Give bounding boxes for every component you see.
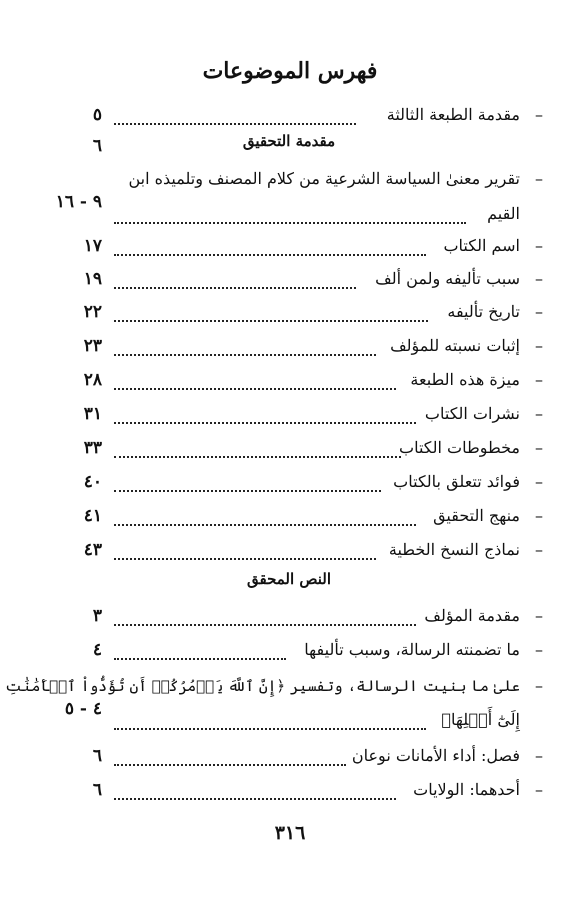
bullet-dash: –: [535, 370, 543, 389]
toc-entry-title: مخطوطات الكتاب: [399, 438, 520, 457]
bullet-dash: –: [535, 746, 543, 765]
toc-entry-title: مقدمة المؤلف: [424, 606, 520, 625]
bullet-dash: –: [535, 404, 543, 423]
toc-entry-title: ميزة هذه الطبعة: [410, 370, 520, 389]
toc-entry-page: ٢٨: [83, 370, 102, 390]
bullet-dash: –: [535, 780, 543, 799]
leader-dots: [114, 109, 356, 125]
toc-entry-page: ١٩: [83, 269, 102, 289]
bullet-dash: –: [535, 169, 543, 188]
leader-dots: [114, 208, 466, 224]
page-title: فهرس الموضوعات: [202, 58, 378, 84]
toc-entry-title: تقرير معنىٰ السياسة الشرعية من كلام المصنف وتلميذه ابن: [128, 169, 520, 188]
bullet-dash: –: [535, 105, 543, 124]
page-number: ٣١٦: [274, 822, 306, 844]
toc-entry-page: ٩ - ١٦: [55, 192, 102, 212]
toc-entry-page: ٢٢: [83, 302, 102, 322]
toc-entry-title: نشرات الكتاب: [424, 404, 520, 423]
bullet-dash: –: [535, 236, 543, 255]
toc-entry-title: منهج التحقيق: [433, 506, 520, 525]
leader-dots: [114, 784, 396, 800]
leader-dots: [114, 714, 426, 730]
bullet-dash: –: [535, 506, 543, 525]
toc-entry-page: ٤١: [83, 506, 102, 526]
bullet-dash: –: [535, 540, 543, 559]
toc-entry-page: ٤٣: [83, 540, 102, 560]
toc-entry-title: فوائد تتعلق بالكتاب: [393, 472, 520, 491]
toc-entry-title: علىٰ ما بنيت الرسالة، وتفسير ﴿إِنَّ ٱللَّهَ يَأۡمُرُكُمۡ أَن تُؤَدُّواْ ٱلۡأَمَٰنَٰتِ: [5, 677, 520, 695]
bullet-dash: –: [535, 606, 543, 625]
toc-entry-page: ٦: [92, 746, 102, 766]
toc-entry-page: ٣١: [83, 404, 102, 424]
bullet-dash: –: [535, 336, 543, 355]
toc-entry-title: نماذج النسخ الخطية: [388, 540, 520, 559]
leader-dots: [114, 510, 416, 526]
leader-dots: [114, 408, 416, 424]
toc-entry-title: تاريخ تأليفه: [447, 302, 520, 321]
leader-dots: [114, 273, 356, 289]
toc-entry-page: ٤ - ٥: [64, 699, 102, 719]
toc-entry-page: ٥: [92, 105, 102, 125]
leader-dots: [114, 644, 286, 660]
leader-dots: [114, 340, 376, 356]
toc-entry-title: فصل: أداء الأمانات نوعان: [351, 746, 520, 765]
toc-entry-page: ٦: [92, 136, 102, 156]
bullet-dash: –: [535, 676, 543, 695]
leader-dots: [114, 374, 396, 390]
bullet-dash: –: [535, 640, 543, 659]
leader-dots: [114, 442, 401, 458]
toc-entry-page: ٤: [92, 640, 102, 660]
toc-entry-page: ٣٣: [83, 438, 102, 458]
section-heading: مقدمة التحقيق: [242, 132, 336, 150]
toc-entry-title: أحدهما: الولايات: [413, 780, 520, 799]
toc-entry-page: ١٧: [83, 236, 102, 256]
bullet-dash: –: [535, 472, 543, 491]
toc-entry-page: ٣: [92, 606, 102, 626]
section-heading: النص المحقق: [246, 570, 332, 588]
toc-entry-page: ٤٠: [83, 472, 102, 492]
toc-entry-page: ٦: [92, 780, 102, 800]
toc-entry-title: سبب تأليفه ولمن ألف: [375, 269, 520, 288]
toc-entry-title: ما تضمنته الرسالة، وسبب تأليفها: [304, 640, 520, 659]
leader-dots: [114, 750, 346, 766]
leader-dots: [114, 306, 428, 322]
toc-entry-title: اسم الكتاب: [443, 236, 520, 255]
leader-dots: [114, 476, 381, 492]
toc-entry-title: مقدمة الطبعة الثالثة: [386, 105, 520, 124]
leader-dots: [114, 240, 426, 256]
bullet-dash: –: [535, 438, 543, 457]
toc-entry-title: إثبات نسبته للمؤلف: [390, 336, 520, 355]
leader-dots: [114, 610, 416, 626]
toc-entry-title: إِلَىٰٓ أَهۡلِهَا﴾: [441, 710, 520, 729]
leader-dots: [114, 544, 376, 560]
toc-entry-title: القيم: [487, 204, 520, 223]
toc-entry-page: ٢٣: [83, 336, 102, 356]
bullet-dash: –: [535, 302, 543, 321]
bullet-dash: –: [535, 269, 543, 288]
